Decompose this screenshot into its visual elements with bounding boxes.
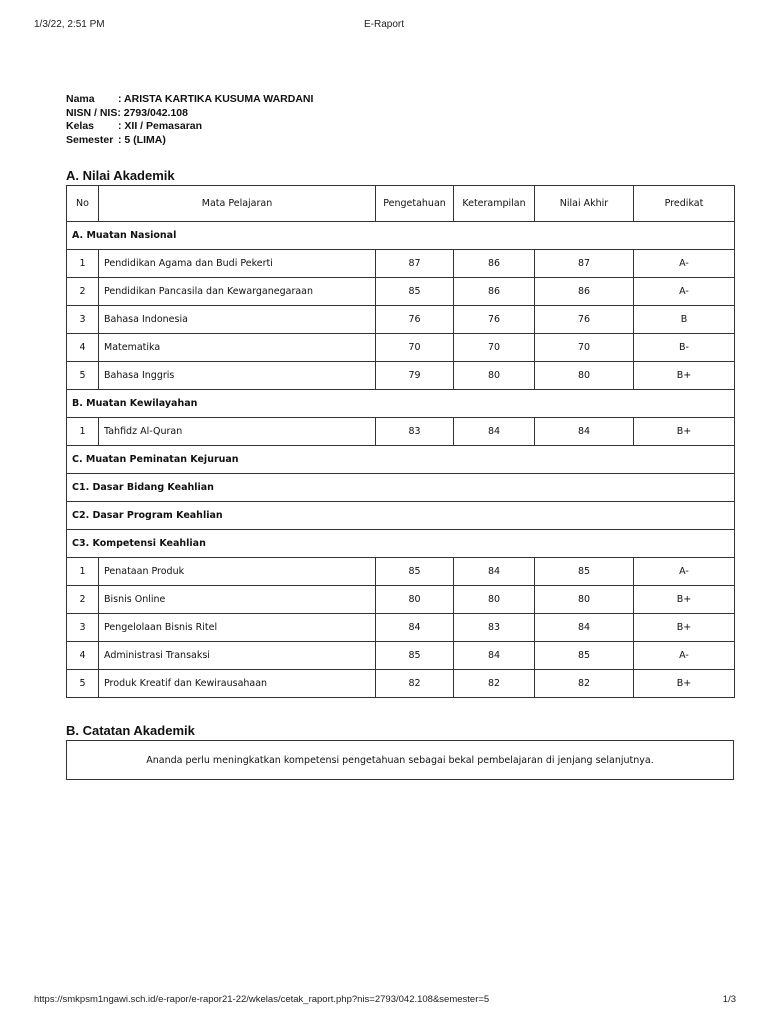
cell-predikat: B+ [634, 362, 735, 390]
cell-no: 1 [67, 418, 99, 446]
cell-keterampilan: 70 [454, 334, 535, 362]
cell-subject: Pendidikan Agama dan Budi Pekerti [99, 250, 376, 278]
academic-note-box [66, 740, 734, 780]
cell-no: 2 [67, 278, 99, 306]
table-row [67, 558, 735, 586]
table-header-row [67, 186, 735, 222]
cell-nilai-akhir: 76 [535, 306, 634, 334]
cell-pengetahuan: 85 [376, 558, 454, 586]
cell-no: 3 [67, 614, 99, 642]
semester-label: Semester [66, 133, 114, 146]
group-row [67, 222, 735, 250]
group-dasar-bidang: C1. Dasar Bidang Keahlian [67, 474, 735, 502]
cell-predikat: B+ [634, 418, 735, 446]
cell-pengetahuan: 82 [376, 670, 454, 698]
header-predikat: Predikat [634, 186, 735, 222]
cell-subject: Bahasa Indonesia [99, 306, 376, 334]
cell-pengetahuan: 80 [376, 586, 454, 614]
cell-no: 4 [67, 642, 99, 670]
cell-keterampilan: 86 [454, 278, 535, 306]
cell-pengetahuan: 76 [376, 306, 454, 334]
cell-subject: Bahasa Inggris [99, 362, 376, 390]
cell-predikat: B- [634, 334, 735, 362]
grades-table [66, 185, 735, 698]
cell-predikat: A- [634, 278, 735, 306]
cell-keterampilan: 84 [454, 418, 535, 446]
header-no: No [67, 186, 99, 222]
cell-no: 2 [67, 586, 99, 614]
print-title: E-Raport [363, 19, 404, 30]
identity-row-nisn [66, 107, 313, 121]
group-row [67, 530, 735, 558]
cell-subject: Tahfidz Al-Quran [99, 418, 376, 446]
group-row [67, 446, 735, 474]
cell-no: 1 [67, 558, 99, 586]
cell-subject: Matematika [99, 334, 376, 362]
cell-predikat: B+ [634, 586, 735, 614]
cell-keterampilan: 76 [454, 306, 535, 334]
cell-predikat: B+ [634, 670, 735, 698]
table-row [67, 586, 735, 614]
cell-pengetahuan: 83 [376, 418, 454, 446]
header-subject: Mata Pelajaran [99, 186, 376, 222]
cell-nilai-akhir: 84 [535, 614, 634, 642]
cell-no: 5 [67, 670, 99, 698]
section-a-title: A. Nilai Akademik [66, 168, 175, 183]
identity-row-kelas [66, 120, 313, 134]
cell-nilai-akhir: 80 [535, 586, 634, 614]
table-row [67, 278, 735, 306]
cell-keterampilan: 84 [454, 558, 535, 586]
nisn-label: NISN / NIS [66, 106, 118, 119]
academic-note-text: Ananda perlu meningkatkan kompetensi pengetahuan sebagai bekal pembelajaran di jenjang selanjutnya. [146, 754, 654, 766]
cell-subject: Bisnis Online [99, 586, 376, 614]
cell-nilai-akhir: 85 [535, 558, 634, 586]
cell-keterampilan: 82 [454, 670, 535, 698]
group-muatan-nasional: A. Muatan Nasional [67, 222, 735, 250]
cell-no: 5 [67, 362, 99, 390]
table-row [67, 362, 735, 390]
group-kompetensi: C3. Kompetensi Keahlian [67, 530, 735, 558]
cell-nilai-akhir: 70 [535, 334, 634, 362]
cell-nilai-akhir: 82 [535, 670, 634, 698]
group-dasar-program: C2. Dasar Program Keahlian [67, 502, 735, 530]
cell-subject: Pendidikan Pancasila dan Kewarganegaraan [99, 278, 376, 306]
cell-nilai-akhir: 85 [535, 642, 634, 670]
group-muatan-kewilayahan: B. Muatan Kewilayahan [67, 390, 735, 418]
cell-pengetahuan: 84 [376, 614, 454, 642]
semester-value: : 5 (LIMA) [118, 133, 166, 146]
kelas-value: : XII / Pemasaran [118, 120, 203, 132]
cell-keterampilan: 80 [454, 586, 535, 614]
cell-no: 1 [67, 250, 99, 278]
cell-keterampilan: 80 [454, 362, 535, 390]
cell-keterampilan: 86 [454, 250, 535, 278]
cell-no: 3 [67, 306, 99, 334]
table-row [67, 306, 735, 334]
nama-label: Nama [66, 93, 95, 105]
cell-nilai-akhir: 86 [535, 278, 634, 306]
cell-predikat: A- [634, 558, 735, 586]
cell-no: 4 [67, 334, 99, 362]
student-identity [66, 93, 313, 147]
table-row [67, 250, 735, 278]
identity-row-nama [66, 93, 313, 107]
table-row [67, 418, 735, 446]
nisn-value: : 2793/042.108 [117, 106, 188, 119]
cell-nilai-akhir: 80 [535, 362, 634, 390]
kelas-label: Kelas [66, 120, 95, 132]
group-row [67, 390, 735, 418]
table-row [67, 642, 735, 670]
cell-subject: Pengelolaan Bisnis Ritel [99, 614, 376, 642]
group-row [67, 474, 735, 502]
group-row [67, 502, 735, 530]
cell-subject: Administrasi Transaksi [99, 642, 376, 670]
cell-pengetahuan: 85 [376, 642, 454, 670]
cell-pengetahuan: 70 [376, 334, 454, 362]
cell-predikat: B+ [634, 614, 735, 642]
nama-value: : ARISTA KARTIKA KUSUMA WARDANI [118, 93, 314, 105]
cell-keterampilan: 83 [454, 614, 535, 642]
print-url: https://smkpsm1ngawi.sch.id/e-rapor/e-rapor21-22/wkelas/cetak_raport.php?nis=2793/042.108&semester=5 [34, 994, 490, 1005]
section-b-title: B. Catatan Akademik [66, 723, 195, 738]
group-muatan-peminatan: C. Muatan Peminatan Kejuruan [67, 446, 735, 474]
cell-subject: Produk Kreatif dan Kewirausahaan [99, 670, 376, 698]
cell-predikat: B [634, 306, 735, 334]
cell-pengetahuan: 87 [376, 250, 454, 278]
table-row [67, 670, 735, 698]
cell-predikat: A- [634, 250, 735, 278]
cell-predikat: A- [634, 642, 735, 670]
cell-nilai-akhir: 84 [535, 418, 634, 446]
table-row [67, 334, 735, 362]
cell-pengetahuan: 85 [376, 278, 454, 306]
header-keterampilan: Keterampilan [454, 186, 535, 222]
cell-subject: Penataan Produk [99, 558, 376, 586]
table-row [67, 614, 735, 642]
print-datetime: 1/3/22, 2:51 PM [34, 19, 105, 30]
identity-row-semester [66, 134, 313, 148]
header-nilai-akhir: Nilai Akhir [535, 186, 634, 222]
header-pengetahuan: Pengetahuan [376, 186, 454, 222]
cell-nilai-akhir: 87 [535, 250, 634, 278]
cell-pengetahuan: 79 [376, 362, 454, 390]
page-number: 1/3 [722, 994, 736, 1005]
cell-keterampilan: 84 [454, 642, 535, 670]
